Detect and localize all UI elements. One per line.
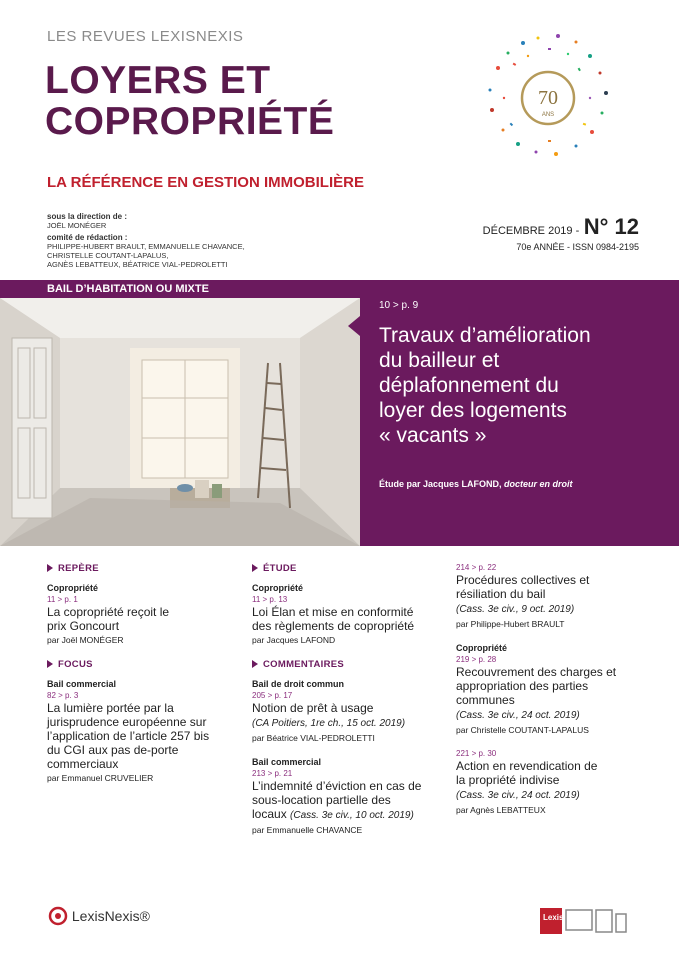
triangle-icon bbox=[47, 660, 53, 668]
article-category: Copropriété bbox=[47, 583, 99, 593]
byline-role: docteur en droit bbox=[504, 479, 573, 489]
article-ref: 82 > p. 3 bbox=[47, 691, 79, 700]
article-citation: (Cass. 3e civ., 9 oct. 2019) bbox=[456, 604, 575, 615]
direction-name: JOËL MONÉGER bbox=[47, 221, 107, 230]
byline-author: Étude par Jacques LAFOND, bbox=[379, 479, 502, 489]
article-ref: 214 > p. 22 bbox=[456, 563, 497, 572]
article-category: Copropriété bbox=[252, 583, 304, 593]
section-heading-repere bbox=[47, 563, 237, 574]
article-title: Notion de prêt à usage bbox=[252, 701, 374, 715]
article-title: L’indemnité d’éviction en cas de sous-location partielle des locaux bbox=[252, 779, 422, 821]
lexisnexis-logo bbox=[48, 906, 150, 926]
article-ref: 205 > p. 17 bbox=[252, 691, 293, 700]
committee-label: comité de rédaction : bbox=[47, 233, 128, 242]
article-author: par Emmanuel CRUVELIER bbox=[47, 773, 154, 783]
column-3 bbox=[456, 563, 646, 829]
headline-line: loyer des logements bbox=[379, 399, 567, 422]
triangle-icon bbox=[252, 660, 258, 668]
article-title: Action en revendication de la propriété indivise bbox=[456, 759, 598, 787]
brand-name: LexisNexis® bbox=[71, 908, 150, 924]
journal-title bbox=[45, 60, 334, 142]
headline-line: déplafonnement du bbox=[379, 374, 559, 397]
article-ref: 11 > p. 1 bbox=[47, 595, 78, 604]
article-item[interactable] bbox=[252, 757, 442, 835]
direction-label: sous la direction de : bbox=[47, 212, 128, 221]
article-item[interactable] bbox=[456, 563, 646, 629]
article-item[interactable] bbox=[47, 583, 237, 645]
column-1 bbox=[47, 563, 237, 797]
article-item[interactable] bbox=[252, 679, 442, 743]
article-title: La copropriété reçoit le prix Goncourt bbox=[47, 605, 170, 633]
article-ref: 11 > p. 13 bbox=[252, 595, 288, 604]
issue-number: N° 12 bbox=[583, 214, 639, 239]
section-heading-focus bbox=[47, 659, 237, 670]
badge-text: Lexis bbox=[543, 913, 564, 922]
article-author: par Jacques LAFOND bbox=[252, 635, 336, 645]
article-ref: 221 > p. 30 bbox=[456, 749, 497, 758]
section-heading-etude bbox=[252, 563, 442, 574]
article-category: Bail commercial bbox=[252, 757, 322, 767]
article-title: Procédures collectives et résiliation du bail bbox=[456, 573, 590, 601]
headline-line: Travaux d’amélioration bbox=[379, 324, 591, 347]
article-author: par Emmanuelle CHAVANCE bbox=[252, 825, 363, 835]
editorial-block bbox=[47, 212, 245, 269]
feature-byline bbox=[379, 479, 573, 489]
feature-ref: 10 > p. 9 bbox=[379, 300, 419, 311]
triangle-icon bbox=[252, 564, 258, 572]
tagline: LA RÉFÉRENCE EN GESTION IMMOBILIÈRE bbox=[47, 174, 364, 191]
article-citation: (CA Poitiers, 1re ch., 15 oct. 2019) bbox=[252, 718, 406, 729]
section-heading-text: COMMENTAIRES bbox=[263, 659, 345, 670]
article-ref: 213 > p. 21 bbox=[252, 769, 293, 778]
triangle-icon bbox=[47, 564, 53, 572]
issue-info bbox=[483, 214, 639, 252]
committee-line3: AGNÈS LEBATTEUX, BÉATRICE VIAL-PEDROLETTI bbox=[47, 260, 228, 269]
article-author: par Philippe-Hubert BRAULT bbox=[456, 619, 565, 629]
feature-headline bbox=[379, 323, 669, 448]
headline-line: « vacants » bbox=[379, 424, 487, 447]
article-citation: (Cass. 3e civ., 10 oct. 2019) bbox=[290, 810, 414, 821]
article-author: par Joël MONÉGER bbox=[47, 635, 124, 645]
article-citation: (Cass. 3e civ., 24 oct. 2019) bbox=[456, 790, 580, 801]
device-badge bbox=[540, 906, 632, 941]
article-author: par Agnès LEBATTEUX bbox=[456, 805, 546, 815]
room-illustration bbox=[0, 298, 360, 546]
anniversary-badge bbox=[478, 28, 618, 168]
journal-title-line2: COPROPRIÉTÉ bbox=[45, 100, 335, 143]
badge-label: ANS bbox=[541, 112, 555, 118]
issue-year-issn: 70e ANNÉE - ISSN 0984-2195 bbox=[516, 242, 639, 252]
article-category: Copropriété bbox=[456, 643, 508, 653]
article-item[interactable] bbox=[47, 679, 237, 783]
article-category: Bail commercial bbox=[47, 679, 117, 689]
issue-date: DÉCEMBRE 2019 - bbox=[482, 225, 580, 237]
article-citation: (Cass. 3e civ., 24 oct. 2019) bbox=[456, 710, 580, 721]
article-title: La lumière portée par la jurisprudence européenne sur l’application de l’article 257 bis du CGI aux pas de-porte commerciaux bbox=[47, 701, 210, 771]
section-heading-text: FOCUS bbox=[58, 659, 93, 670]
section-heading-commentaires bbox=[252, 659, 442, 670]
article-category: Bail de droit commun bbox=[252, 679, 345, 689]
badge-number: 70 bbox=[538, 87, 558, 109]
article-title: Loi Élan et mise en conformité des règlements de copropriété bbox=[252, 605, 415, 633]
lexisnexis-icon bbox=[48, 906, 68, 926]
section-heading-text: REPÈRE bbox=[58, 563, 99, 574]
article-item[interactable] bbox=[252, 583, 442, 645]
committee-line2: CHRISTELLE COUTANT-LAPALUS, bbox=[47, 251, 169, 260]
collection-name: LES REVUES LEXISNEXIS bbox=[47, 28, 244, 45]
panel-notch bbox=[348, 316, 360, 336]
article-item[interactable] bbox=[456, 749, 646, 815]
article-title: Recouvrement des charges et appropriation des parties communes bbox=[456, 665, 617, 707]
feature-panel[interactable] bbox=[360, 280, 679, 546]
headline-line: du bailleur et bbox=[379, 349, 500, 372]
journal-title-line1: LOYERS ET bbox=[45, 59, 271, 102]
section-label: BAIL D’HABITATION OU MIXTE bbox=[0, 280, 360, 298]
section-heading-text: ÉTUDE bbox=[263, 563, 297, 574]
article-item[interactable] bbox=[456, 643, 646, 735]
article-author: par Christelle COUTANT-LAPALUS bbox=[456, 725, 589, 735]
column-2 bbox=[252, 563, 442, 849]
committee-line1: PHILIPPE-HUBERT BRAULT, EMMANUELLE CHAVANCE, bbox=[47, 242, 245, 251]
article-ref: 219 > p. 28 bbox=[456, 655, 497, 664]
article-author: par Béatrice VIAL-PEDROLETTI bbox=[252, 733, 375, 743]
cover-photo bbox=[0, 298, 360, 546]
